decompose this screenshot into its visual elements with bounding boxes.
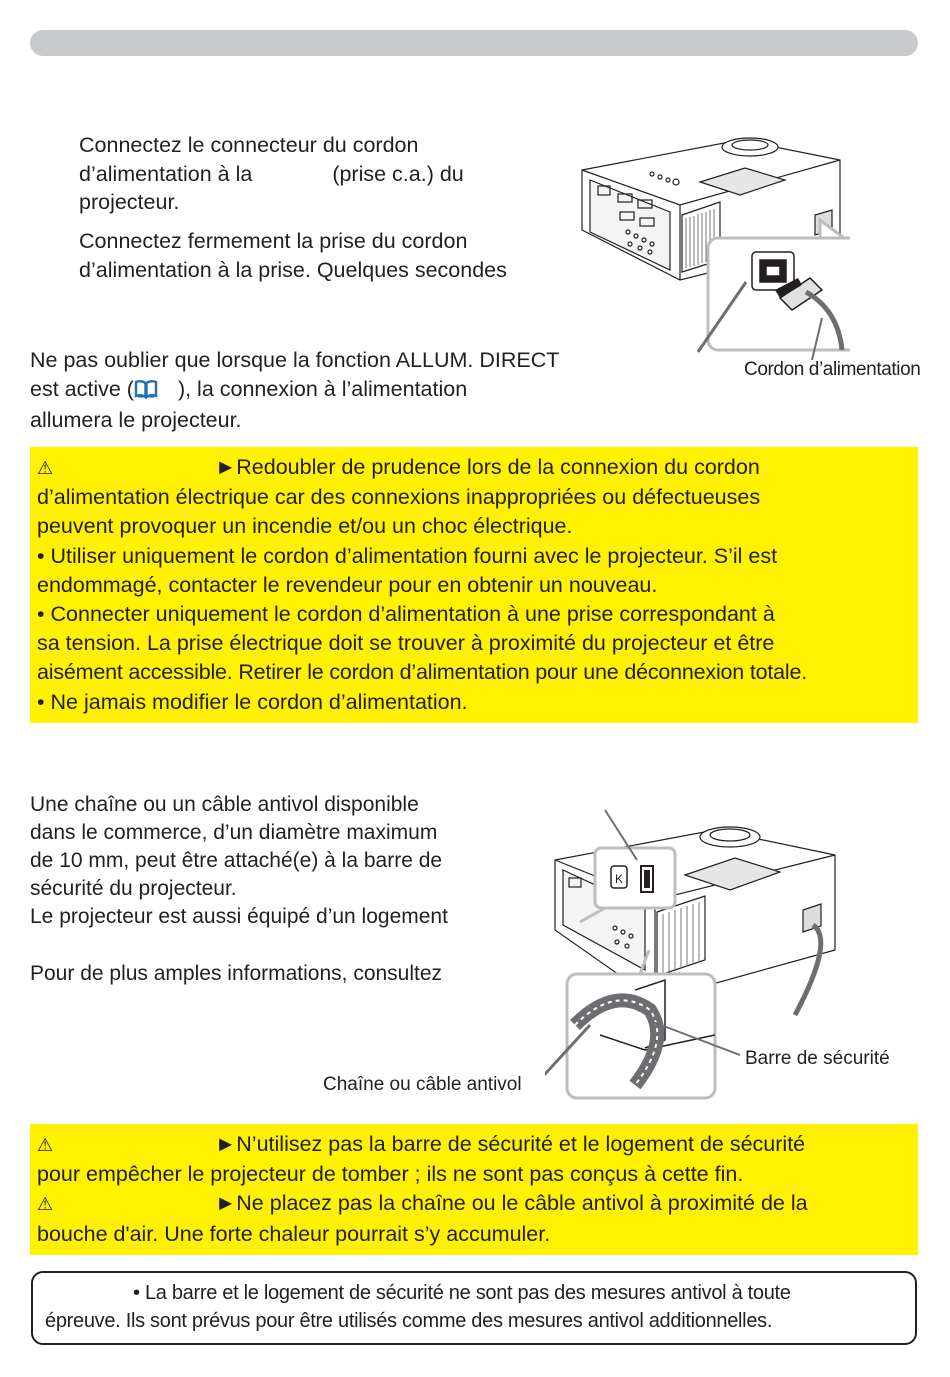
- security-description: [30, 791, 530, 931]
- text-line: aisément accessible. Retirer le cordon d’alimentation pour une déconnexion totale.: [37, 660, 808, 685]
- power-step-1: [79, 131, 549, 217]
- text-line: sécurité du projecteur.: [30, 877, 237, 900]
- text-line: endommagé, contacter le revendeur pour en obtenir un nouveau.: [37, 572, 658, 597]
- book-reference-icon: [134, 378, 158, 407]
- text-line: [37, 1130, 910, 1160]
- text-line: • La barre et le logement de sécurité ne sont pas des mesures antivol à toute: [133, 1282, 791, 1304]
- warning-triangle-icon: ⚠: [37, 458, 54, 478]
- text-line: sa tension. La prise électrique doit se trouver à proximité du projecteur et être: [37, 631, 775, 656]
- text-fragment: ►Redoubler de prudence lors de la connexion du cordon: [215, 455, 760, 479]
- text-line: [30, 375, 650, 407]
- text-line: • Utiliser uniquement le cordon d’alimentation fourni avec le projecteur. S’il est: [37, 543, 778, 568]
- antitheft-chain-caption: Chaîne ou câble antivol: [323, 1074, 522, 1095]
- text-line: Ne pas oublier que lorsque la fonction ALLUM. DIRECT: [30, 348, 560, 372]
- text-fragment: (prise c.a.) du: [332, 161, 464, 186]
- text-line: [79, 160, 549, 189]
- text-line: bouche d'air. Une forte chaleur pourrait s’y accumuler.: [37, 1221, 551, 1246]
- power-cord-caption: Cordon d’alimentation: [744, 359, 921, 380]
- text-line: • Ne jamais modifier le cordon d’alimentation.: [37, 689, 468, 714]
- text-fragment: ), la connexion à l’alimentation: [177, 376, 468, 401]
- text-line: Connectez fermement la prise du cordon: [79, 229, 468, 253]
- warning-box-security: [30, 1124, 918, 1255]
- text-line: d’alimentation à la prise. Quelques secondes: [79, 257, 507, 282]
- text-line: [37, 453, 910, 483]
- projector-power-illustration: [570, 120, 850, 360]
- warning-triangle-icon: ⚠: [37, 1194, 54, 1215]
- warning-box-power: [30, 447, 918, 723]
- text-fragment: d’alimentation à la: [79, 161, 253, 186]
- section-header-bar: [30, 30, 918, 56]
- text-line: Le projecteur est aussi équipé d’un logement: [30, 905, 448, 928]
- more-info-text: Pour de plus amples informations, consultez: [30, 962, 443, 985]
- text-line: d’alimentation électrique car des connexions inappropriées ou défectueuses: [37, 485, 761, 510]
- text-fragment: ►Ne placez pas la chaîne ou le câble antivol à proximité de la: [215, 1191, 808, 1216]
- text-line: Une chaîne ou un câble antivol disponible: [30, 793, 419, 816]
- text-fragment: est active (: [30, 376, 134, 401]
- security-bar-caption: Barre de sécurité: [745, 1048, 890, 1069]
- text-line: dans le commerce, d’un diamètre maximum: [30, 821, 438, 844]
- text-line: pour empêcher le projecteur de tomber ; ils ne sont pas conçus à cette fin.: [37, 1162, 744, 1187]
- text-line: Connectez le connecteur du cordon: [79, 133, 419, 157]
- power-step-2: [79, 227, 579, 284]
- text-line: de 10 mm, peut être attaché(e) à la barre de: [30, 849, 443, 872]
- text-line: • Connecter uniquement le cordon d’alimentation à une prise correspondant à: [37, 602, 775, 627]
- warning-triangle-icon: ⚠: [37, 1135, 54, 1155]
- text-line: peuvent provoquer un incendie et/ou un choc électrique.: [37, 514, 573, 539]
- text-line: allumera le projecteur.: [30, 408, 242, 432]
- text-line: épreuve. Ils sont prévus pour être utilisés comme des mesures antivol additionnelles.: [45, 1310, 773, 1332]
- text-fragment: ►N’utilisez pas la barre de sécurité et le logement de sécurité: [215, 1132, 806, 1156]
- security-note-box: [31, 1271, 917, 1345]
- svg-text:K: K: [615, 872, 624, 886]
- text-line: projecteur.: [79, 190, 180, 214]
- text-line: [37, 1189, 910, 1219]
- direct-on-note: [30, 346, 650, 435]
